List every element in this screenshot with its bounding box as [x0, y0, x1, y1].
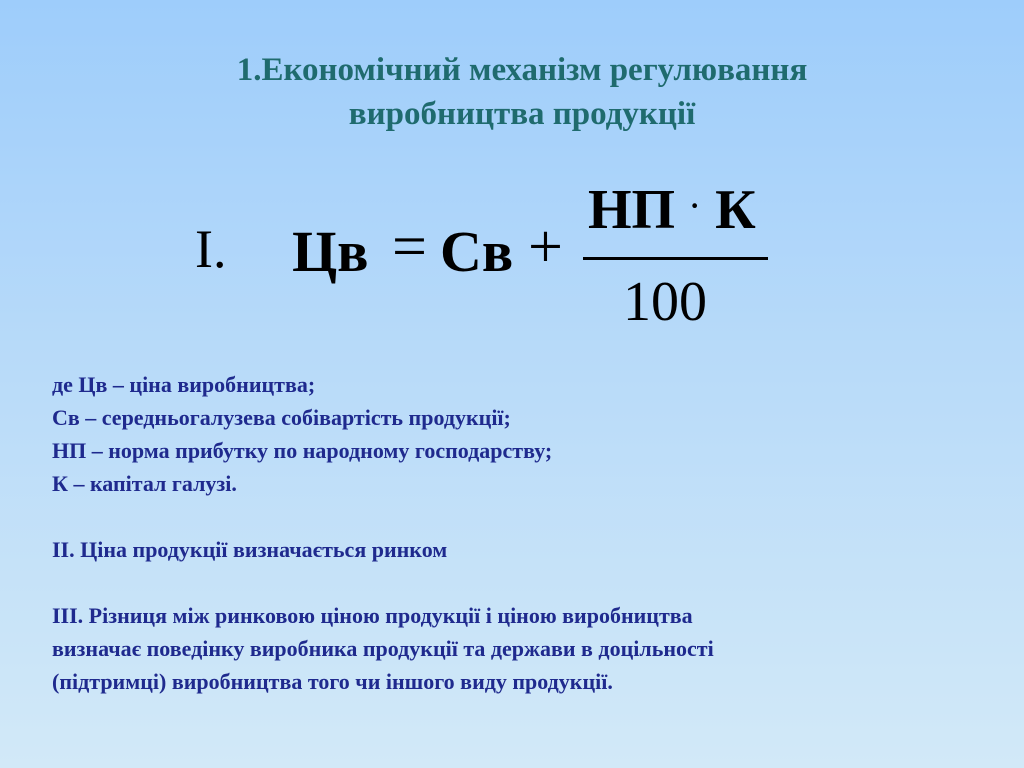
title-line-2: виробництва продукції: [348, 96, 696, 132]
definition-line: К – капітал галузі.: [52, 471, 237, 496]
spacer: [52, 500, 992, 533]
title-line-1: 1.Економічний механізм регулювання: [236, 52, 808, 88]
point-three-line-3: (підтримці) виробництва того чи іншого виду продукції.: [52, 669, 613, 694]
point-three-line-2: визначає поведінку виробника продукції та держави в доцільності: [52, 636, 714, 661]
fraction-bar: [583, 257, 768, 260]
formula-number: I.: [195, 219, 227, 279]
formula-lhs: Цв: [292, 219, 369, 284]
spacer: [52, 566, 992, 599]
formula-equals: =: [392, 213, 427, 281]
multiply-dot: ·: [688, 183, 702, 228]
formula-plus: +: [528, 213, 563, 281]
point-two: ІІ. Ціна продукції визначається ринком: [52, 537, 448, 562]
definition-line: Св – середньогалузева собівартість продукції;: [52, 405, 511, 430]
fraction-denominator: 100: [623, 271, 707, 333]
formula-term-cost: Св: [440, 219, 514, 284]
numerator-k: К: [715, 179, 756, 241]
fraction-numerator: [588, 178, 756, 242]
numerator-np: НП: [588, 179, 676, 241]
point-three-line-1: ІІІ. Різниця між ринковою ціною продукції і ціною виробництва: [52, 603, 693, 628]
definitions-block: [52, 368, 992, 698]
definition-line: де Цв – ціна виробництва;: [52, 372, 316, 397]
price-formula: [0, 0, 1024, 340]
definition-line: НП – норма прибутку по народному господарству;: [52, 438, 553, 463]
